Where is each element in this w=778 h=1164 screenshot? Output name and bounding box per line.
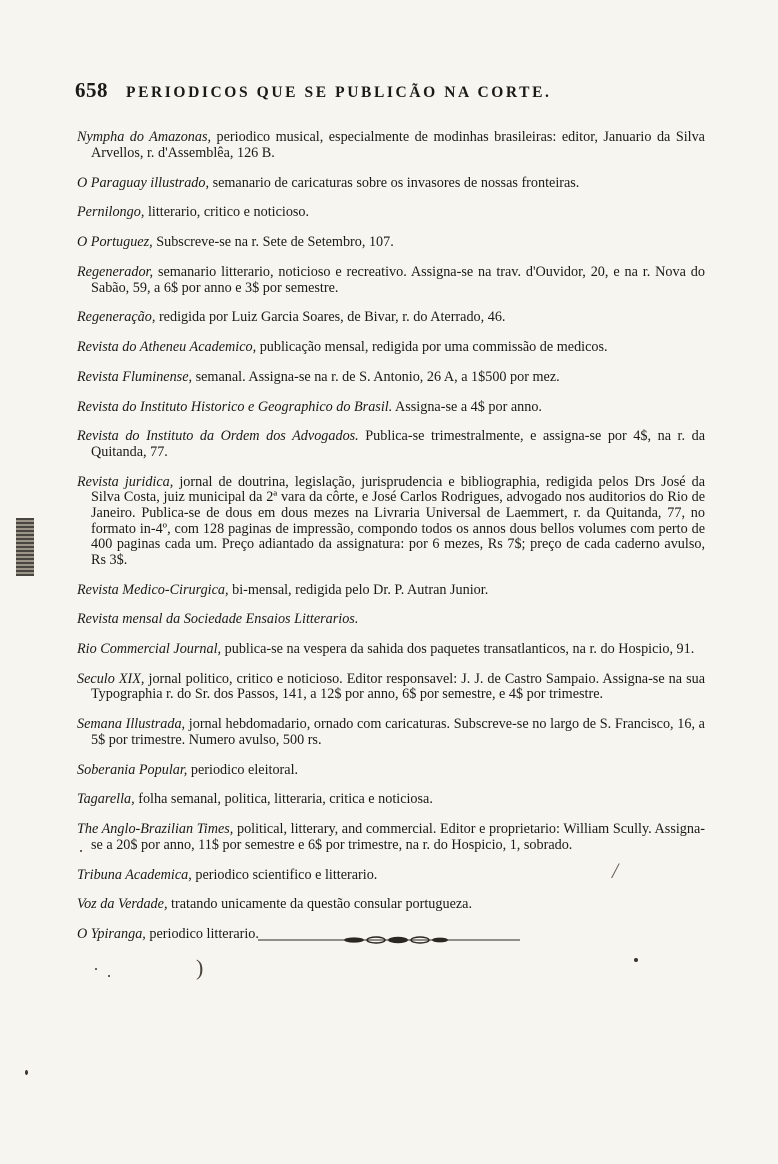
list-item (77, 897, 705, 913)
list-item (77, 235, 705, 251)
list-item (77, 310, 705, 326)
periodical-title: Revista do Atheneu Academico, (77, 339, 257, 356)
periodical-description: semanario de caricaturas sobre os invasores de nossas fronteiras. (209, 174, 580, 191)
periodical-description: political, litterary, and commercial. Editor e proprietario: William Scully. Assigna-se a 20$ por anno, 11$ por semestre e 6$ por trimestre, na r. do Hospicio, 1, sobrado. (91, 821, 705, 853)
periodical-description: redigida por Luiz Garcia Soares, de Bivar, r. do Aterrado, 46. (155, 309, 506, 326)
stray-mark: / (612, 858, 619, 883)
binding-tab-mark (16, 518, 34, 576)
ornamental-rule (258, 936, 520, 944)
periodical-title: Revista Fluminense, (77, 368, 193, 385)
periodical-title: Nympha do Amazonas, (77, 129, 212, 146)
periodical-description: publicação mensal, redigida por uma commissão de medicos. (256, 339, 608, 356)
periodicals-list (77, 116, 705, 946)
periodical-description: periodico eleitoral. (187, 761, 299, 778)
periodical-title: Soberania Popular, (77, 761, 188, 778)
periodical-description: periodico scientifico e litterario. (191, 866, 378, 883)
periodical-description: Subscreve-se na r. Sete de Setembro, 107. (152, 234, 394, 251)
periodical-title: Pernilongo, (77, 204, 145, 221)
list-item (77, 265, 705, 296)
periodical-description: periodico litterario. (145, 926, 259, 943)
page-number: 658 (75, 78, 108, 102)
list-item (77, 792, 705, 808)
periodical-description: semanario litterario, noticioso e recreativo. Assigna-se na trav. d'Ouvidor, 20, e na r. Nova do Sabão, 59, a 6$ por anno e 3$ por semestre. (91, 263, 705, 296)
periodical-description: bi-mensal, redigida pelo Dr. P. Autran Junior. (228, 581, 489, 598)
periodical-description: jornal hebdomadario, ornado com caricaturas. Subscreve-se no largo de S. Francisco, 16, a 5$ por trimestre. Numero avulso, 500 rs. (91, 716, 705, 748)
list-item (77, 868, 705, 884)
list-item (77, 340, 705, 356)
periodical-description: Publica-se trimestralmente, e assigna-se por 4$, na r. da Quitanda, 77. (91, 428, 705, 460)
ink-speck (95, 968, 97, 970)
periodical-title: O Ypiranga, (77, 926, 146, 943)
periodical-description: jornal de doutrina, legislação, jurisprudencia e bibliographia, redigida pelos Drs José da Silva Costa, juiz municipal da 2ª vara da côrte, e José Carlos Rodrigues, advogado nos auditorios do Rio de Janeiro. Publica-se de dous em dous mezes na Livraria Universal de Laemmert, r. da Quitanda, 77, no formato in-4º, com 128 paginas de impressão, compondo todos os annos dous bellos volumes com perto de 400 paginas cada um. Preço adiantado da assignatura: por 6 mezes, Rs 7$; preço de cada caderno avulso, Rs 3$. (91, 473, 705, 568)
list-item (77, 822, 705, 853)
periodical-title: The Anglo-Brazilian Times, (77, 821, 234, 838)
list-item (77, 717, 705, 748)
page-header (75, 78, 665, 103)
periodical-title: Seculo XIX, (77, 670, 145, 687)
periodical-description: periodico musical, especialmente de modinhas brasileiras: editor, Januario da Silva Arvellos, r. d'Assemblêa, 126 B. (91, 129, 705, 161)
periodical-title: Tribuna Academica, (77, 866, 192, 883)
list-item (77, 429, 705, 460)
periodical-title: Revista mensal da Sociedade Ensaios Litterarios. (77, 611, 359, 628)
ink-speck (108, 975, 110, 977)
periodical-title: Voz da Verdade, (77, 896, 168, 913)
list-item (77, 130, 705, 161)
list-item (77, 583, 705, 599)
list-item (77, 642, 705, 658)
stray-mark: ) (196, 955, 204, 980)
periodical-title: Regeneração, (77, 309, 156, 326)
list-item (77, 475, 705, 569)
periodical-title: Revista do Instituto Historico e Geographico do Brasil. (77, 398, 393, 415)
periodical-title: Revista Medico-Cirurgica, (77, 581, 229, 598)
periodical-title: O Portuguez, (77, 234, 153, 251)
running-title: PERIODICOS QUE SE PUBLICÃO NA CORTE. (126, 84, 552, 101)
periodical-title: Tagarella, (77, 791, 135, 808)
list-item (77, 672, 705, 703)
periodical-description: semanal. Assigna-se na r. de S. Antonio, 26 A, a 1$500 por mez. (192, 368, 560, 385)
list-item (77, 370, 705, 386)
periodical-title: Revista do Instituto da Ordem dos Advogados. (77, 428, 359, 445)
periodical-description: folha semanal, politica, litteraria, critica e noticiosa. (134, 791, 433, 808)
list-item (77, 763, 705, 779)
list-item (77, 176, 705, 192)
ink-speck (25, 1070, 28, 1075)
periodical-title: Rio Commercial Journal, (77, 641, 222, 658)
periodical-title: O Paraguay illustrado, (77, 174, 210, 191)
list-item (77, 612, 705, 628)
periodical-description: Assigna-se a 4$ por anno. (392, 398, 542, 415)
periodical-title: Semana Illustrada, (77, 716, 186, 733)
periodical-title: Revista juridica, (77, 473, 174, 490)
periodical-description: tratando unicamente da questão consular portugueza. (167, 896, 473, 913)
periodical-description: litterario, critico e noticioso. (144, 204, 310, 221)
periodical-title: Regenerador, (77, 263, 154, 280)
list-item (77, 205, 705, 221)
ink-speck (634, 958, 638, 962)
ink-speck (80, 850, 82, 852)
periodical-description: publica-se na vespera da sahida dos paquetes transatlanticos, na r. do Hospicio, 91. (221, 641, 695, 658)
periodical-description: jornal politico, critico e noticioso. Editor responsavel: J. J. de Castro Sampaio. Assigna-se na sua Typographia r. do Sr. dos Passos, 141, a 12$ por anno, 6$ por semestre, e 4$ por trimestre. (91, 670, 706, 703)
list-item (77, 400, 705, 416)
